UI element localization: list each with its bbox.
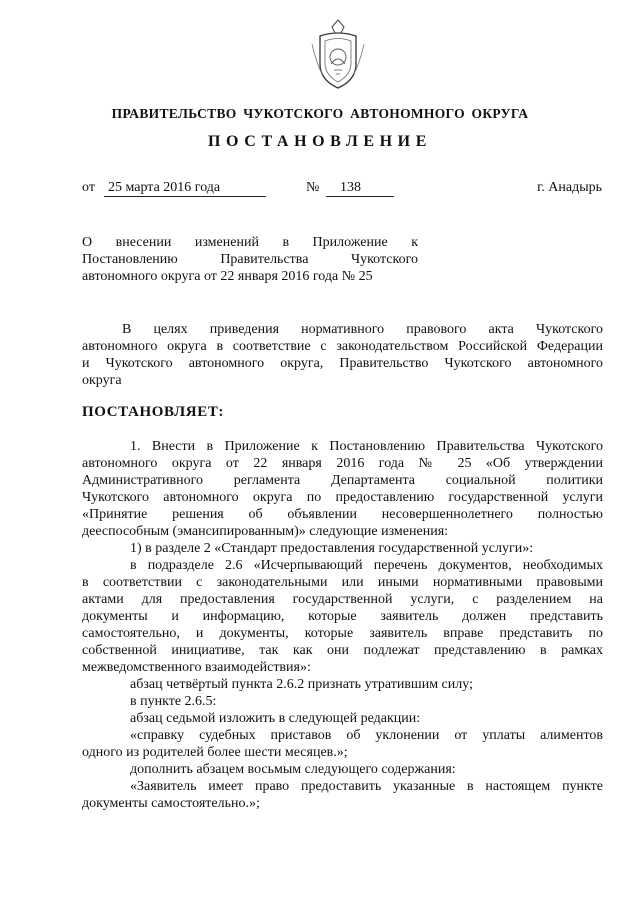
text-line: Административного регламента Департамента социальной политики bbox=[82, 473, 603, 488]
text-line: дееспособным (эмансипированным)» следующие изменения: bbox=[82, 524, 449, 539]
document-subject bbox=[82, 234, 418, 285]
text-line: актами для предоставления государственной услуги, с разделением на bbox=[82, 592, 603, 607]
document-meta-row bbox=[82, 180, 602, 200]
text-line: межведомственного взаимодействия»: bbox=[82, 660, 311, 675]
subject-line: автономного округа от 22 января 2016 года № 25 bbox=[82, 269, 373, 284]
document-date: 25 марта 2016 года bbox=[104, 180, 266, 197]
resolve-heading: ПОСТАНОВЛЯЕТ: bbox=[82, 404, 225, 420]
text-line: документы самостоятельно.»; bbox=[82, 796, 260, 811]
text-line: автономного округа от 22 января 2016 года № 25 «Об утверждении bbox=[82, 456, 603, 471]
text-line: в пункте 2.6.5: bbox=[130, 694, 217, 709]
government-title: ПРАВИТЕЛЬСТВО ЧУКОТСКОГО АВТОНОМНОГО ОКРУГА bbox=[111, 106, 529, 121]
text-line: самостоятельно, и документы, которые заявитель вправе представить по bbox=[82, 626, 603, 641]
main-body bbox=[82, 438, 603, 812]
text-line: 1) в разделе 2 «Стандарт предоставления государственной услуги»: bbox=[130, 541, 534, 556]
text-line: абзац седьмой изложить в следующей редакции: bbox=[130, 711, 421, 726]
text-line: и Чукотского автономного округа, Правительство Чукотского автономного bbox=[82, 356, 603, 371]
subject-line: О внесении изменений в Приложение к bbox=[82, 235, 418, 250]
preamble-paragraph bbox=[82, 321, 603, 389]
text-line: одного из родителей более шести месяцев.»; bbox=[82, 745, 348, 760]
text-line: 1. Внести в Приложение к Постановлению Правительства Чукотского bbox=[130, 439, 603, 454]
text-line: документы и информацию, которые заявитель должен представить bbox=[82, 609, 603, 624]
text-line: «Заявитель имеет право предоставить указанные в настоящем пункте bbox=[130, 779, 603, 794]
text-line: округа bbox=[82, 373, 122, 388]
document-city: г. Анадырь bbox=[537, 180, 602, 195]
text-line: в соответствии с законодательными или иными нормативными правовыми bbox=[82, 575, 603, 590]
text-line: Чукотского автономного округа по предоставлению государственной услуги bbox=[82, 490, 603, 505]
text-line: В целях приведения нормативного правового акта Чукотского bbox=[122, 322, 603, 337]
subject-line: Постановлению Правительства Чукотского bbox=[82, 252, 418, 267]
document-type-title: ПОСТАНОВЛЕНИЕ bbox=[208, 133, 432, 150]
text-line: абзац четвёртый пункта 2.6.2 признать утратившим силу; bbox=[130, 677, 473, 692]
coat-of-arms-icon bbox=[308, 14, 368, 94]
text-line: в подразделе 2.6 «Исчерпывающий перечень документов, необходимых bbox=[130, 558, 603, 573]
text-line: «Принятие решения об объявлении несовершеннолетнего полностью bbox=[82, 507, 603, 522]
date-prefix-label: от bbox=[82, 180, 95, 195]
text-line: собственной инициативе, так как они подлежат представлению в рамках bbox=[82, 643, 603, 658]
text-line: автономного округа в соответствие с законодательством Российской Федерации bbox=[82, 339, 603, 354]
document-number: 138 bbox=[326, 180, 394, 197]
text-line: «справку судебных приставов об уклонении от уплаты алиментов bbox=[130, 728, 603, 743]
text-line: дополнить абзацем восьмым следующего содержания: bbox=[130, 762, 456, 777]
number-label: № bbox=[306, 180, 320, 195]
